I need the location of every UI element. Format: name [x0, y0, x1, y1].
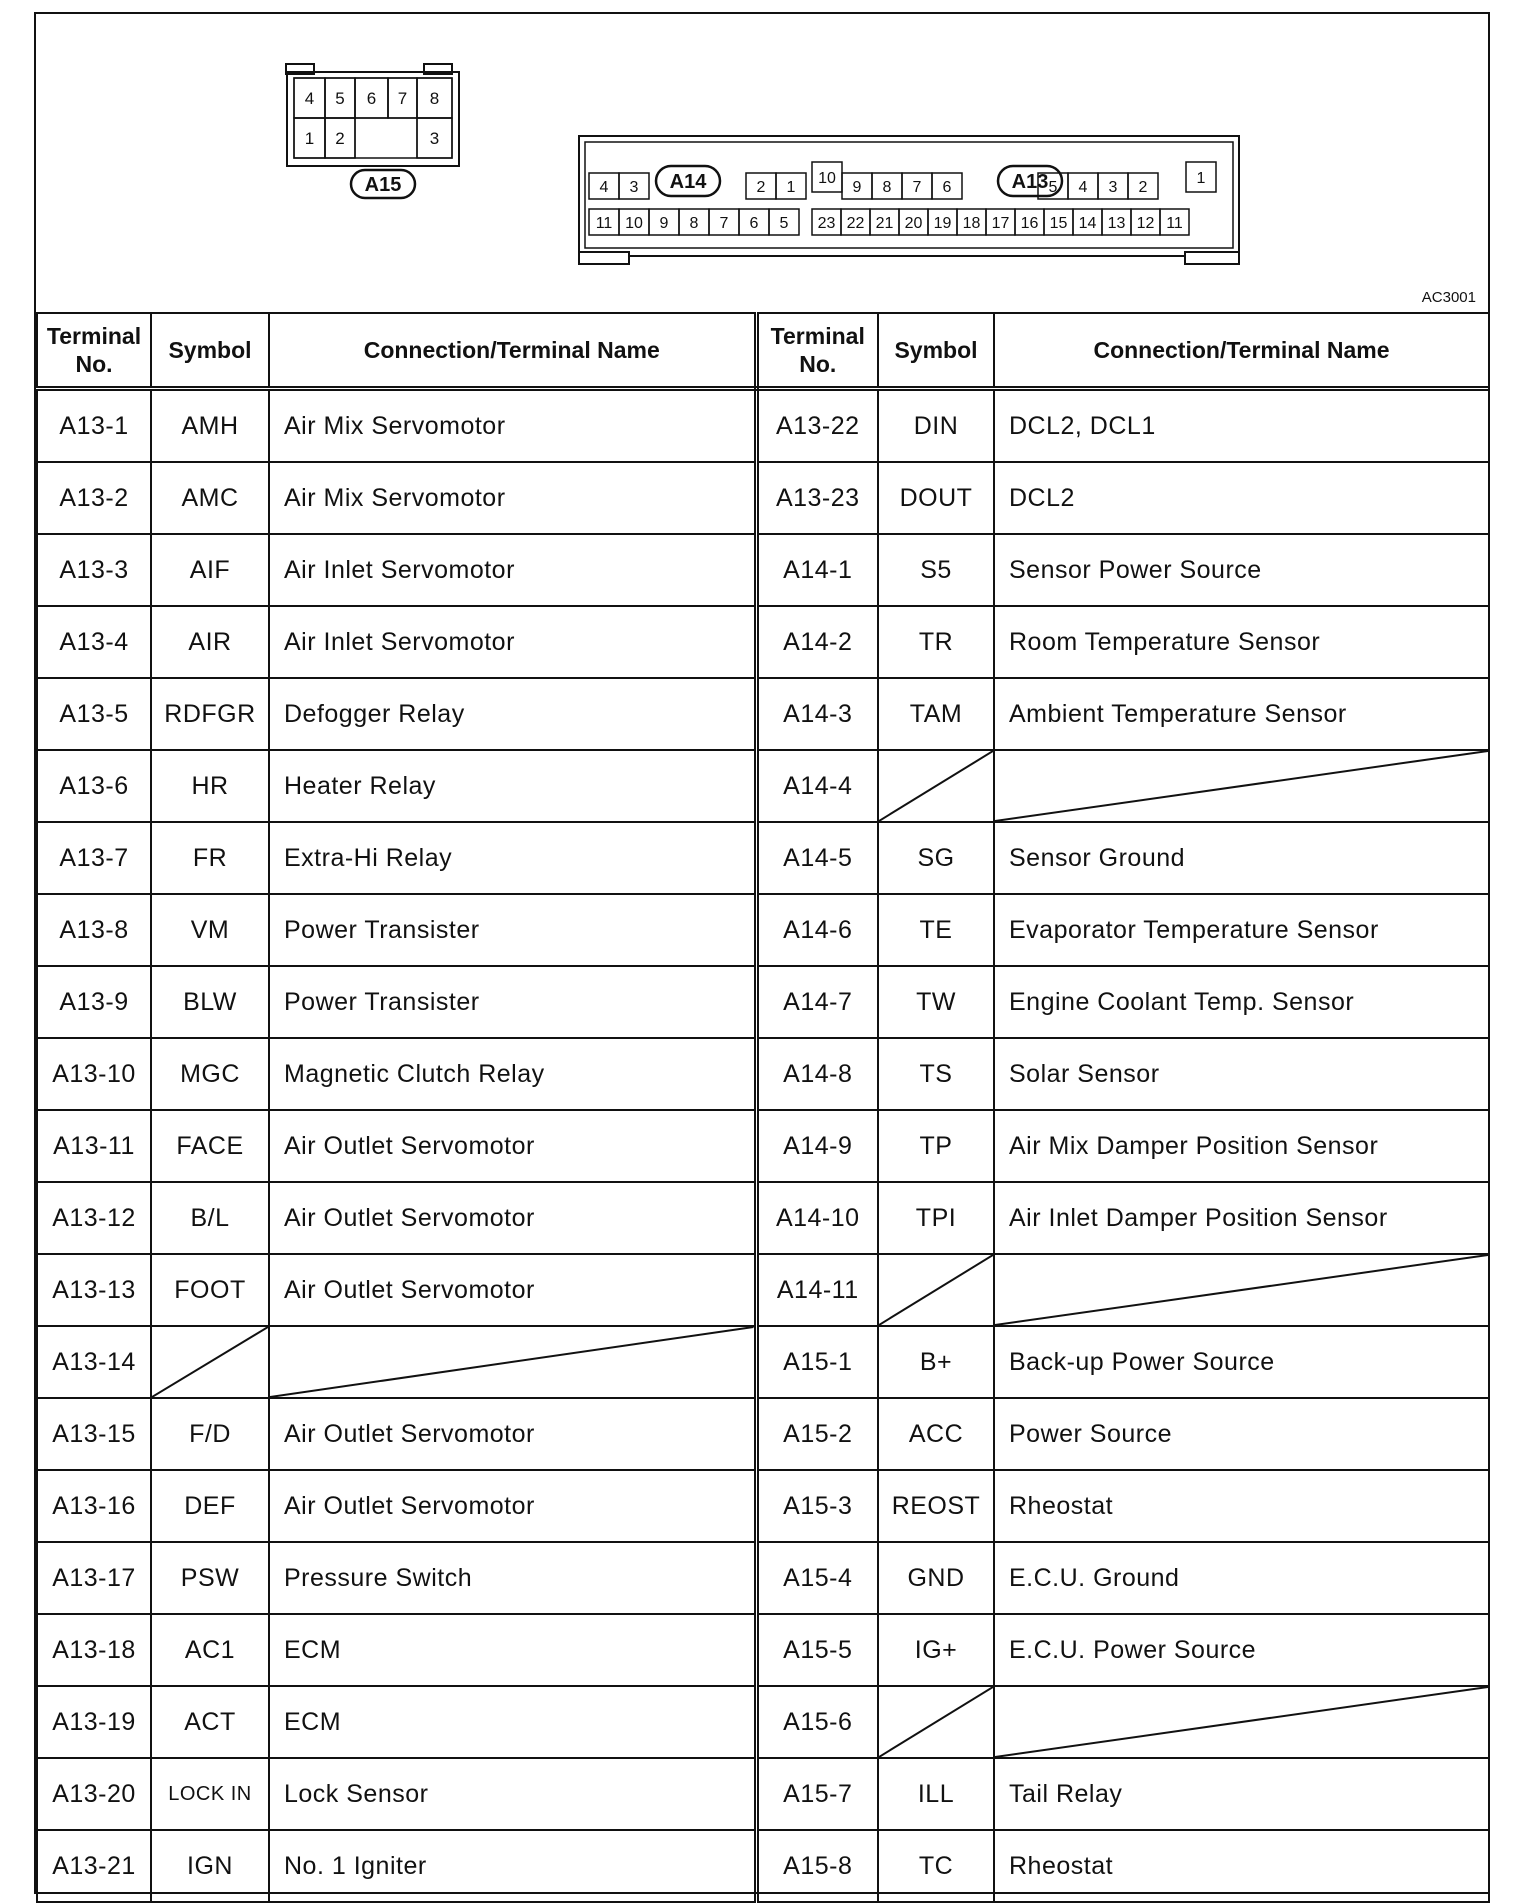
name-cell: Extra-Hi Relay — [269, 822, 756, 894]
pin-number: 8 — [689, 214, 699, 232]
header-terminal: Terminal No. — [37, 313, 151, 389]
symbol-cell: TW — [878, 966, 994, 1038]
symbol-cell: VM — [151, 894, 269, 966]
table-row — [37, 1758, 1489, 1830]
table-row — [37, 966, 1489, 1038]
name-cell: Room Temperature Sensor — [994, 606, 1489, 678]
name-cell: ECM — [269, 1614, 756, 1686]
table-row — [37, 1326, 1489, 1398]
terminal-cell: A14-5 — [756, 822, 878, 894]
pin-number: 12 — [1136, 214, 1155, 232]
table-row — [37, 678, 1489, 750]
symbol-cell: TAM — [878, 678, 994, 750]
table-row — [37, 822, 1489, 894]
symbol-cell: AMH — [151, 389, 269, 463]
pin-number: 10 — [818, 169, 836, 187]
not-used-slash — [879, 751, 993, 821]
symbol-cell: F/D — [151, 1398, 269, 1470]
symbol-cell: DEF — [151, 1470, 269, 1542]
name-cell: Air Mix Servomotor — [269, 389, 756, 463]
terminal-cell: A13-8 — [37, 894, 151, 966]
not-used-slash — [995, 1687, 1488, 1757]
name-cell: Air Mix Damper Position Sensor — [994, 1110, 1489, 1182]
symbol-cell: ILL — [878, 1758, 994, 1830]
header-name: Connection/Terminal Name — [994, 313, 1489, 389]
pin-number: 20 — [904, 214, 923, 232]
symbol-cell: FOOT — [151, 1254, 269, 1326]
connector-a13-a14 — [579, 136, 1239, 264]
table-row — [37, 462, 1489, 534]
name-cell: Air Mix Servomotor — [269, 462, 756, 534]
terminal-cell: A13-14 — [37, 1326, 151, 1398]
name-cell: Defogger Relay — [269, 678, 756, 750]
pin-number: 5 — [779, 214, 789, 232]
symbol-cell — [878, 750, 994, 822]
name-cell: Air Outlet Servomotor — [269, 1470, 756, 1542]
pin-number: 4 — [304, 89, 315, 109]
table-row — [37, 1470, 1489, 1542]
pin-number: 15 — [1049, 214, 1068, 232]
symbol-cell: DIN — [878, 389, 994, 463]
table-row — [37, 750, 1489, 822]
terminal-cell: A13-19 — [37, 1686, 151, 1758]
table-row — [37, 534, 1489, 606]
name-cell: DCL2, DCL1 — [994, 389, 1489, 463]
pin-number: 3 — [629, 178, 639, 196]
not-used-slash — [995, 1255, 1488, 1325]
terminal-cell: A14-1 — [756, 534, 878, 606]
name-cell: Pressure Switch — [269, 1542, 756, 1614]
name-cell: Power Source — [994, 1398, 1489, 1470]
symbol-cell: IGN — [151, 1830, 269, 1902]
name-cell: Evaporator Temperature Sensor — [994, 894, 1489, 966]
symbol-cell — [151, 1326, 269, 1398]
pin-number: 8 — [429, 89, 440, 109]
not-used-slash — [995, 751, 1488, 821]
connector-drawing — [36, 14, 1488, 312]
name-cell: Air Outlet Servomotor — [269, 1182, 756, 1254]
pin-number: 1 — [786, 178, 796, 196]
symbol-cell: AIF — [151, 534, 269, 606]
table-row — [37, 1110, 1489, 1182]
name-cell: Ambient Temperature Sensor — [994, 678, 1489, 750]
symbol-cell: HR — [151, 750, 269, 822]
symbol-cell: TE — [878, 894, 994, 966]
name-cell: E.C.U. Power Source — [994, 1614, 1489, 1686]
document-page — [34, 12, 1490, 1894]
connector-diagram — [36, 14, 1488, 312]
pin-number: 4 — [1078, 178, 1088, 196]
symbol-cell: TR — [878, 606, 994, 678]
terminal-cell: A15-6 — [756, 1686, 878, 1758]
table-header-row — [37, 313, 1489, 389]
connector-label: A13 — [1011, 171, 1049, 193]
terminal-cell: A13-4 — [37, 606, 151, 678]
symbol-cell — [878, 1254, 994, 1326]
name-cell — [994, 1686, 1489, 1758]
pin-number: 7 — [912, 178, 922, 196]
pin-number: 1 — [1196, 169, 1206, 187]
header-terminal: Terminal No. — [756, 313, 878, 389]
pin-number: 11 — [595, 214, 613, 232]
terminal-cell: A13-13 — [37, 1254, 151, 1326]
terminal-cell: A14-7 — [756, 966, 878, 1038]
pin-number: 3 — [429, 129, 440, 149]
terminal-cell: A13-12 — [37, 1182, 151, 1254]
pin-number: 9 — [659, 214, 669, 232]
pin-number: 7 — [719, 214, 729, 232]
pin-number: 23 — [817, 214, 836, 232]
terminal-cell: A13-7 — [37, 822, 151, 894]
symbol-cell: B+ — [878, 1326, 994, 1398]
name-cell: Air Inlet Servomotor — [269, 606, 756, 678]
terminal-cell: A14-2 — [756, 606, 878, 678]
name-cell: Air Outlet Servomotor — [269, 1398, 756, 1470]
symbol-cell: S5 — [878, 534, 994, 606]
table-row — [37, 1542, 1489, 1614]
name-cell: Heater Relay — [269, 750, 756, 822]
pin-number: 5 — [335, 89, 345, 109]
pin-number: 19 — [933, 214, 952, 232]
not-used-slash — [879, 1687, 993, 1757]
terminal-cell: A15-5 — [756, 1614, 878, 1686]
symbol-cell: LOCK IN — [151, 1758, 269, 1830]
pin-number: 8 — [882, 178, 892, 196]
terminal-cell: A13-23 — [756, 462, 878, 534]
terminal-cell: A13-6 — [37, 750, 151, 822]
terminal-cell: A13-20 — [37, 1758, 151, 1830]
pin-number: 4 — [599, 178, 609, 196]
name-cell: Back-up Power Source — [994, 1326, 1489, 1398]
terminal-cell: A14-9 — [756, 1110, 878, 1182]
table-row — [37, 1398, 1489, 1470]
terminal-cell: A13-21 — [37, 1830, 151, 1902]
terminal-cell: A13-3 — [37, 534, 151, 606]
pin-number: 14 — [1078, 214, 1097, 232]
symbol-cell — [878, 1686, 994, 1758]
symbol-cell: SG — [878, 822, 994, 894]
not-used-slash — [879, 1255, 993, 1325]
terminal-cell: A15-1 — [756, 1326, 878, 1398]
connector-a13-a14-pins — [589, 162, 1216, 235]
symbol-cell: IG+ — [878, 1614, 994, 1686]
connector-label: A15 — [364, 174, 402, 196]
symbol-cell: ACC — [878, 1398, 994, 1470]
pin-number: 9 — [852, 178, 862, 196]
table-row — [37, 1686, 1489, 1758]
table-row — [37, 606, 1489, 678]
symbol-cell: BLW — [151, 966, 269, 1038]
pin-number: 18 — [962, 214, 981, 232]
symbol-cell: FACE — [151, 1110, 269, 1182]
pin-number: 3 — [1108, 178, 1118, 196]
pin-number: 10 — [625, 214, 643, 232]
pin-number: 13 — [1107, 214, 1126, 232]
symbol-cell: TP — [878, 1110, 994, 1182]
name-cell: Engine Coolant Temp. Sensor — [994, 966, 1489, 1038]
name-cell: ECM — [269, 1686, 756, 1758]
pin-number: 11 — [1166, 214, 1183, 232]
not-used-slash — [270, 1327, 754, 1397]
symbol-cell: AC1 — [151, 1614, 269, 1686]
terminal-cell: A14-11 — [756, 1254, 878, 1326]
name-cell — [994, 1254, 1489, 1326]
name-cell: Rheostat — [994, 1470, 1489, 1542]
terminal-cell: A15-3 — [756, 1470, 878, 1542]
symbol-cell: TC — [878, 1830, 994, 1902]
name-cell: Air Outlet Servomotor — [269, 1110, 756, 1182]
name-cell: Air Outlet Servomotor — [269, 1254, 756, 1326]
table-row — [37, 894, 1489, 966]
name-cell: Lock Sensor — [269, 1758, 756, 1830]
table-row — [37, 389, 1489, 463]
terminal-cell: A15-8 — [756, 1830, 878, 1902]
header-name: Connection/Terminal Name — [269, 313, 756, 389]
symbol-cell: REOST — [878, 1470, 994, 1542]
name-cell: Air Inlet Servomotor — [269, 534, 756, 606]
name-cell: DCL2 — [994, 462, 1489, 534]
symbol-cell: B/L — [151, 1182, 269, 1254]
symbol-cell: AIR — [151, 606, 269, 678]
pin-number: 16 — [1020, 214, 1039, 232]
pin-number: 6 — [942, 178, 952, 196]
table-row — [37, 1254, 1489, 1326]
terminal-cell: A14-10 — [756, 1182, 878, 1254]
symbol-cell: AMC — [151, 462, 269, 534]
terminal-cell: A13-10 — [37, 1038, 151, 1110]
connector-label: A14 — [669, 171, 707, 193]
terminal-cell: A15-7 — [756, 1758, 878, 1830]
terminal-cell: A13-9 — [37, 966, 151, 1038]
table-row — [37, 1830, 1489, 1902]
not-used-slash — [152, 1327, 268, 1397]
terminal-cell: A13-2 — [37, 462, 151, 534]
table-row — [37, 1614, 1489, 1686]
terminal-cell: A14-4 — [756, 750, 878, 822]
name-cell: E.C.U. Ground — [994, 1542, 1489, 1614]
symbol-cell: GND — [878, 1542, 994, 1614]
name-cell: Power Transister — [269, 966, 756, 1038]
connector-a15-pins — [294, 78, 452, 196]
terminal-cell: A15-4 — [756, 1542, 878, 1614]
figure-code: AC3001 — [1421, 289, 1476, 306]
symbol-cell: MGC — [151, 1038, 269, 1110]
terminal-cell: A13-5 — [37, 678, 151, 750]
terminal-cell: A13-16 — [37, 1470, 151, 1542]
header-symbol: Symbol — [151, 313, 269, 389]
symbol-cell: DOUT — [878, 462, 994, 534]
table-row — [37, 1182, 1489, 1254]
pin-number: 2 — [335, 129, 345, 149]
pin-number: 21 — [875, 214, 894, 232]
terminal-cell: A15-2 — [756, 1398, 878, 1470]
terminal-table — [36, 312, 1490, 1903]
symbol-cell: RDFGR — [151, 678, 269, 750]
terminal-cell: A13-15 — [37, 1398, 151, 1470]
pin-number: 22 — [846, 214, 865, 232]
terminal-cell: A13-1 — [37, 389, 151, 463]
symbol-cell: TS — [878, 1038, 994, 1110]
name-cell — [269, 1326, 756, 1398]
pin-number: 5 — [1048, 178, 1058, 196]
symbol-cell: PSW — [151, 1542, 269, 1614]
terminal-cell: A13-11 — [37, 1110, 151, 1182]
name-cell: Power Transister — [269, 894, 756, 966]
terminal-cell: A14-3 — [756, 678, 878, 750]
pin-number: 7 — [397, 89, 408, 109]
pin-number: 2 — [1138, 178, 1148, 196]
table-row — [37, 1038, 1489, 1110]
pin-number: 17 — [991, 214, 1010, 232]
symbol-cell: FR — [151, 822, 269, 894]
name-cell: Rheostat — [994, 1830, 1489, 1902]
name-cell: Sensor Power Source — [994, 534, 1489, 606]
name-cell: Magnetic Clutch Relay — [269, 1038, 756, 1110]
name-cell: Solar Sensor — [994, 1038, 1489, 1110]
symbol-cell: TPI — [878, 1182, 994, 1254]
name-cell: Tail Relay — [994, 1758, 1489, 1830]
name-cell: Sensor Ground — [994, 822, 1489, 894]
terminal-cell: A14-8 — [756, 1038, 878, 1110]
pin-number: 6 — [366, 89, 377, 109]
header-symbol: Symbol — [878, 313, 994, 389]
terminal-cell: A14-6 — [756, 894, 878, 966]
pin-number: 6 — [749, 214, 759, 232]
terminal-cell: A13-22 — [756, 389, 878, 463]
name-cell — [994, 750, 1489, 822]
terminal-cell: A13-17 — [37, 1542, 151, 1614]
pin-number: 1 — [304, 129, 315, 149]
name-cell: Air Inlet Damper Position Sensor — [994, 1182, 1489, 1254]
pin-number: 2 — [756, 178, 766, 196]
terminal-cell: A13-18 — [37, 1614, 151, 1686]
name-cell: No. 1 Igniter — [269, 1830, 756, 1902]
symbol-cell: ACT — [151, 1686, 269, 1758]
